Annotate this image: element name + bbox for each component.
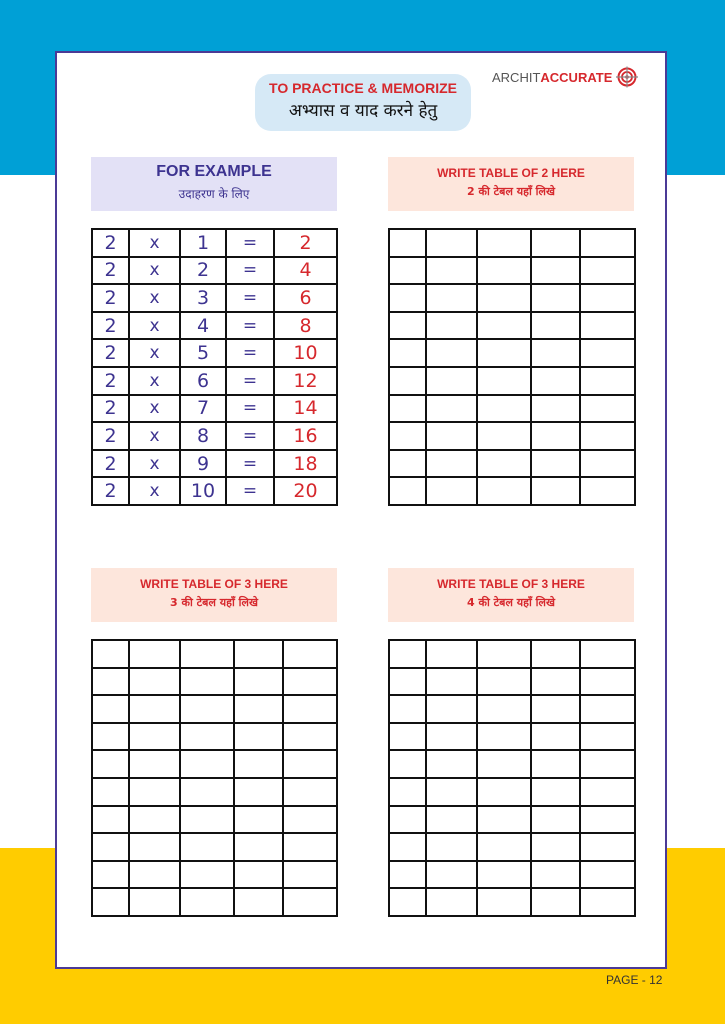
table-row (389, 422, 635, 450)
blank-cell (283, 806, 337, 834)
blank-cell (389, 806, 426, 834)
blank-cell (426, 450, 477, 478)
multiplicand-cell: 2 (92, 367, 129, 395)
blank-cell (180, 750, 234, 778)
blank-cell (389, 750, 426, 778)
table-row (92, 312, 337, 340)
multiplier-cell: 10 (180, 477, 226, 505)
blank-cell (477, 257, 531, 285)
blank-cell (580, 833, 635, 861)
table-row (92, 450, 337, 478)
blank-cell (580, 312, 635, 340)
table-row (389, 833, 635, 861)
blank-cell (580, 395, 635, 423)
product-cell: 4 (274, 257, 337, 285)
table-row (389, 367, 635, 395)
multiplicand-cell: 2 (92, 312, 129, 340)
blank-cell (531, 312, 580, 340)
product-cell: 16 (274, 422, 337, 450)
blank-cell (234, 778, 283, 806)
table-row (389, 695, 635, 723)
table-row (92, 284, 337, 312)
table-row (389, 861, 635, 889)
blank-cell (477, 640, 531, 668)
blank-cell (283, 695, 337, 723)
table-row (389, 395, 635, 423)
blank-cell (580, 695, 635, 723)
blank-cell (389, 833, 426, 861)
blank-cell (531, 477, 580, 505)
blank-cell (180, 806, 234, 834)
multiplier-cell: 8 (180, 422, 226, 450)
blank-cell (92, 861, 129, 889)
blank-cell (283, 750, 337, 778)
multiplier-cell: 4 (180, 312, 226, 340)
practice-table-2 (91, 639, 338, 917)
table-row (92, 395, 337, 423)
blank-cell (426, 806, 477, 834)
blank-cell (180, 640, 234, 668)
blank-cell (180, 833, 234, 861)
blank-cell (389, 339, 426, 367)
blank-cell (234, 833, 283, 861)
blank-cell (426, 750, 477, 778)
page-number: PAGE - 12 (606, 973, 663, 987)
multiplicand-cell: 2 (92, 450, 129, 478)
blank-cell (531, 668, 580, 696)
practice-label-subtitle: 4 की टेबल यहाँ लिखे (467, 596, 555, 609)
table-row (92, 339, 337, 367)
equals-sign-cell: = (226, 339, 274, 367)
blank-cell (531, 450, 580, 478)
blank-cell (92, 778, 129, 806)
multiplier-cell: 3 (180, 284, 226, 312)
blank-cell (477, 806, 531, 834)
blank-cell (389, 888, 426, 916)
table-row (92, 257, 337, 285)
product-cell: 14 (274, 395, 337, 423)
multiply-sign-cell: x (129, 395, 180, 423)
blank-cell (92, 723, 129, 751)
blank-cell (580, 668, 635, 696)
blank-cell (580, 339, 635, 367)
blank-cell (283, 888, 337, 916)
blank-cell (580, 806, 635, 834)
multiply-sign-cell: x (129, 284, 180, 312)
practice-label-subtitle: 3 की टेबल यहाँ लिखे (170, 596, 258, 609)
table-row (92, 640, 337, 668)
blank-cell (426, 284, 477, 312)
blank-cell (129, 723, 180, 751)
product-cell: 20 (274, 477, 337, 505)
blank-cell (580, 450, 635, 478)
blank-cell (426, 888, 477, 916)
blank-cell (389, 778, 426, 806)
blank-cell (531, 723, 580, 751)
multiplicand-cell: 2 (92, 339, 129, 367)
blank-cell (180, 695, 234, 723)
blank-cell (92, 668, 129, 696)
blank-cell (129, 668, 180, 696)
blank-cell (477, 668, 531, 696)
table-row (389, 477, 635, 505)
table-row (389, 723, 635, 751)
table-row (389, 806, 635, 834)
blank-cell (389, 395, 426, 423)
equals-sign-cell: = (226, 367, 274, 395)
practice-title-en: TO PRACTICE & MEMORIZE (269, 80, 457, 96)
blank-cell (580, 750, 635, 778)
blank-cell (283, 833, 337, 861)
multiply-sign-cell: x (129, 229, 180, 257)
blank-cell (426, 640, 477, 668)
blank-cell (580, 640, 635, 668)
blank-cell (531, 422, 580, 450)
blank-cell (531, 395, 580, 423)
blank-cell (92, 750, 129, 778)
blank-cell (129, 888, 180, 916)
example-label (91, 157, 337, 211)
blank-cell (426, 723, 477, 751)
product-cell: 2 (274, 229, 337, 257)
table-row (92, 806, 337, 834)
blank-cell (580, 723, 635, 751)
table-row (389, 888, 635, 916)
blank-cell (426, 339, 477, 367)
blank-cell (283, 640, 337, 668)
blank-cell (283, 723, 337, 751)
table-row (389, 640, 635, 668)
blank-cell (477, 422, 531, 450)
blank-cell (389, 640, 426, 668)
multiplier-cell: 2 (180, 257, 226, 285)
blank-cell (531, 367, 580, 395)
blank-cell (180, 668, 234, 696)
blank-cell (389, 284, 426, 312)
practice-label-2 (91, 568, 337, 622)
blank-cell (234, 723, 283, 751)
blank-cell (234, 695, 283, 723)
table-row (389, 257, 635, 285)
blank-cell (389, 422, 426, 450)
multiplicand-cell: 2 (92, 395, 129, 423)
blank-cell (426, 312, 477, 340)
brand-accent: ACCURATE (540, 69, 613, 85)
blank-cell (477, 284, 531, 312)
multiplicand-cell: 2 (92, 257, 129, 285)
equals-sign-cell: = (226, 422, 274, 450)
blank-cell (477, 778, 531, 806)
product-cell: 10 (274, 339, 337, 367)
blank-cell (129, 861, 180, 889)
table-row (92, 723, 337, 751)
table-row (389, 312, 635, 340)
blank-cell (477, 450, 531, 478)
multiplier-cell: 7 (180, 395, 226, 423)
table-row (92, 695, 337, 723)
table-row (389, 778, 635, 806)
blank-cell (426, 395, 477, 423)
blank-cell (283, 861, 337, 889)
blank-cell (426, 229, 477, 257)
blank-cell (580, 284, 635, 312)
practice-table-3 (388, 639, 636, 917)
blank-cell (92, 640, 129, 668)
multiply-sign-cell: x (129, 422, 180, 450)
blank-cell (234, 806, 283, 834)
blank-cell (389, 257, 426, 285)
table-row (92, 888, 337, 916)
blank-cell (477, 367, 531, 395)
blank-cell (531, 750, 580, 778)
table-row (92, 668, 337, 696)
table-row (92, 477, 337, 505)
blank-cell (426, 257, 477, 285)
equals-sign-cell: = (226, 284, 274, 312)
multiplicand-cell: 2 (92, 422, 129, 450)
blank-cell (234, 640, 283, 668)
practice-header-box (255, 74, 471, 131)
blank-cell (580, 229, 635, 257)
blank-cell (477, 395, 531, 423)
blank-cell (92, 833, 129, 861)
blank-cell (426, 833, 477, 861)
blank-cell (92, 888, 129, 916)
blank-cell (389, 312, 426, 340)
table-row (92, 861, 337, 889)
product-cell: 6 (274, 284, 337, 312)
blank-cell (129, 778, 180, 806)
product-cell: 18 (274, 450, 337, 478)
blank-cell (389, 723, 426, 751)
equals-sign-cell: = (226, 229, 274, 257)
blank-cell (477, 695, 531, 723)
blank-cell (531, 284, 580, 312)
blank-cell (580, 257, 635, 285)
blank-cell (92, 806, 129, 834)
table-row (389, 229, 635, 257)
blank-cell (580, 367, 635, 395)
multiplicand-cell: 2 (92, 477, 129, 505)
multiply-sign-cell: x (129, 257, 180, 285)
blank-cell (426, 778, 477, 806)
blank-cell (180, 861, 234, 889)
blank-cell (234, 888, 283, 916)
example-subtitle: उदाहरण के लिए (178, 187, 250, 201)
practice-table-1 (388, 228, 636, 506)
table-row (92, 229, 337, 257)
blank-cell (477, 312, 531, 340)
multiplier-cell: 5 (180, 339, 226, 367)
blank-cell (477, 861, 531, 889)
blank-cell (426, 861, 477, 889)
table-row (389, 339, 635, 367)
multiplicand-cell: 2 (92, 229, 129, 257)
table-row (92, 778, 337, 806)
blank-cell (180, 723, 234, 751)
practice-label-subtitle: 2 की टेबल यहाँ लिखे (467, 185, 555, 198)
blank-cell (580, 778, 635, 806)
blank-cell (129, 750, 180, 778)
multiply-sign-cell: x (129, 450, 180, 478)
table-row (389, 284, 635, 312)
table-row (389, 750, 635, 778)
blank-cell (426, 422, 477, 450)
blank-cell (180, 888, 234, 916)
blank-cell (389, 477, 426, 505)
brand-logo (492, 66, 639, 88)
blank-cell (531, 806, 580, 834)
blank-cell (389, 861, 426, 889)
equals-sign-cell: = (226, 477, 274, 505)
blank-cell (426, 477, 477, 505)
multiply-sign-cell: x (129, 367, 180, 395)
blank-cell (389, 367, 426, 395)
blank-cell (389, 229, 426, 257)
blank-cell (129, 695, 180, 723)
blank-cell (477, 888, 531, 916)
blank-cell (531, 229, 580, 257)
table-row (92, 367, 337, 395)
blank-cell (129, 806, 180, 834)
blank-cell (129, 833, 180, 861)
blank-cell (283, 778, 337, 806)
brand-prefix: ARCHIT (492, 69, 541, 85)
blank-cell (234, 750, 283, 778)
practice-label-title: WRITE TABLE OF 3 HERE (140, 577, 288, 591)
practice-label-title: WRITE TABLE OF 2 HERE (437, 166, 585, 180)
blank-cell (477, 339, 531, 367)
blank-cell (477, 833, 531, 861)
multiplier-cell: 6 (180, 367, 226, 395)
blank-cell (234, 668, 283, 696)
blank-cell (531, 339, 580, 367)
multiplicand-cell: 2 (92, 284, 129, 312)
practice-label-1 (388, 157, 634, 211)
blank-cell (426, 668, 477, 696)
blank-cell (283, 668, 337, 696)
example-table (91, 228, 338, 506)
blank-cell (531, 257, 580, 285)
practice-label-title: WRITE TABLE OF 3 HERE (437, 577, 585, 591)
multiply-sign-cell: x (129, 477, 180, 505)
multiply-sign-cell: x (129, 312, 180, 340)
blank-cell (531, 640, 580, 668)
multiplier-cell: 1 (180, 229, 226, 257)
equals-sign-cell: = (226, 395, 274, 423)
equals-sign-cell: = (226, 257, 274, 285)
blank-cell (426, 695, 477, 723)
practice-title-hi: अभ्यास व याद करने हेतु (288, 101, 438, 121)
table-row (92, 833, 337, 861)
table-row (389, 668, 635, 696)
product-cell: 12 (274, 367, 337, 395)
multiply-sign-cell: x (129, 339, 180, 367)
blank-cell (477, 229, 531, 257)
blank-cell (531, 695, 580, 723)
blank-cell (580, 888, 635, 916)
blank-cell (580, 861, 635, 889)
product-cell: 8 (274, 312, 337, 340)
blank-cell (389, 450, 426, 478)
table-row (92, 750, 337, 778)
blank-cell (580, 422, 635, 450)
equals-sign-cell: = (226, 450, 274, 478)
blank-cell (234, 861, 283, 889)
blank-cell (531, 861, 580, 889)
table-row (92, 422, 337, 450)
equals-sign-cell: = (226, 312, 274, 340)
blank-cell (129, 640, 180, 668)
practice-label-3 (388, 568, 634, 622)
target-icon (615, 66, 639, 88)
blank-cell (477, 723, 531, 751)
blank-cell (389, 668, 426, 696)
blank-cell (477, 750, 531, 778)
multiplier-cell: 9 (180, 450, 226, 478)
blank-cell (531, 888, 580, 916)
blank-cell (531, 778, 580, 806)
blank-cell (389, 695, 426, 723)
example-title: FOR EXAMPLE (156, 163, 272, 180)
blank-cell (92, 695, 129, 723)
blank-cell (531, 833, 580, 861)
table-row (389, 450, 635, 478)
blank-cell (477, 477, 531, 505)
blank-cell (180, 778, 234, 806)
blank-cell (426, 367, 477, 395)
blank-cell (580, 477, 635, 505)
